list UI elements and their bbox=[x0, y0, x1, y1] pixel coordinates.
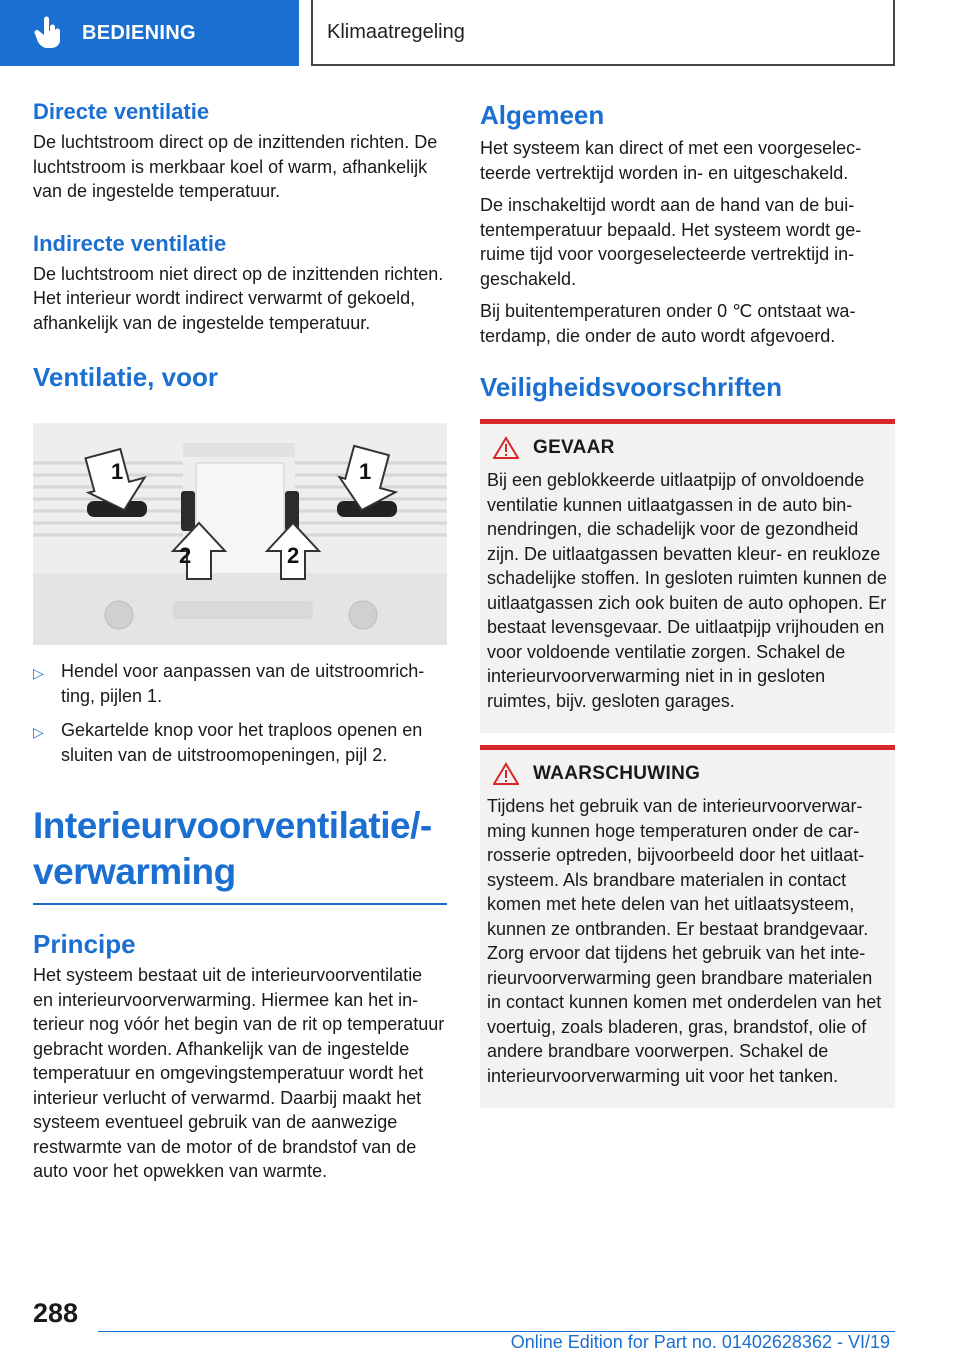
paragraph-indirecte-ventilatie: De luchtstroom niet direct op de inzittenden richten. Het interieur wordt indirect verwarmt of gekoeld, afhankelijk van de ingestelde temperatuur. bbox=[33, 263, 444, 333]
figure-label-1-left: 1 bbox=[111, 459, 124, 484]
triangle-marker-icon: ▷ bbox=[33, 724, 44, 740]
heading-ventilatie-voor: Ventilatie, voor bbox=[33, 362, 218, 392]
warning-triangle-icon bbox=[493, 436, 519, 460]
footer-edition: Online Edition for Part no. 01402628362 - VI/19 bbox=[510, 1332, 890, 1352]
triangle-marker-icon: ▷ bbox=[33, 665, 44, 681]
chapter-title-box bbox=[311, 0, 895, 66]
list-item-text: Hendel voor aanpassen van de uitstroomrichting, pijlen 1. bbox=[61, 661, 425, 706]
page-number: 288 bbox=[33, 1298, 79, 1328]
section-tab bbox=[0, 0, 299, 66]
figure-label-1-right: 1 bbox=[359, 459, 372, 484]
figure-label-2-left: 2 bbox=[179, 543, 192, 568]
left-column bbox=[33, 98, 447, 1184]
vent-list bbox=[33, 659, 447, 767]
heading-algemeen: Algemeen bbox=[480, 100, 605, 130]
list-item bbox=[33, 718, 447, 767]
heading-veiligheidsvoorschriften: Veiligheidsvoorschriften bbox=[480, 372, 782, 402]
vent-illustration bbox=[33, 423, 447, 645]
figure-label-2-right: 2 bbox=[287, 543, 300, 568]
paragraph-algemeen-2: De inschakeltijd wordt aan de hand van de buitentemperatuur bepaald. Het systeem wordt geruime tijd voor voorgeselecteerde vertrektijd ingeschakeld. bbox=[480, 195, 862, 289]
chapter-title: Klimaatregeling bbox=[327, 20, 465, 43]
list-item-text: Gekartelde knop voor het traploos openen en sluiten van de uitstroomopeningen, pijl 2. bbox=[61, 720, 423, 765]
hand-pointer-icon bbox=[28, 13, 68, 53]
warning-header bbox=[493, 762, 887, 786]
list-item bbox=[33, 659, 447, 708]
warning-label: WAARSCHUWING bbox=[533, 763, 701, 784]
paragraph-directe-ventilatie: De luchtstroom direct op de inzittenden richten. De luchtstroom is merkbaar koel of warm, afhankelijk van de ingestelde temperatuur. bbox=[33, 132, 438, 201]
warning-triangle-icon bbox=[493, 762, 519, 786]
right-column bbox=[480, 98, 895, 1108]
heading-principe: Principe bbox=[33, 929, 136, 959]
heading-directe-ventilatie: Directe ventilatie bbox=[33, 99, 210, 124]
heading-rule bbox=[33, 903, 447, 905]
heading-interieurvoorventilatie: Interieurvoorventilatie/-verwarming bbox=[33, 805, 432, 892]
danger-label: GEVAAR bbox=[533, 437, 615, 458]
heading-indirecte-ventilatie: Indirecte ventilatie bbox=[33, 230, 227, 256]
paragraph-principe: Het systeem bestaat uit de interieurvoorventilatie en interieurvoorverwarming. Hiermee kan het interieur nog vóór het begin van de rit op temperatuur gebracht worden. Afhankelijk van de ingestelde temperatuur en omgevingstemperatuur wordt het interieur verlucht of verwarmd. Daarbij maakt het systeem eventueel gebruik van de aanwezige restwarmte van de motor of de brandstof van de auto voor het opwekken van warmte. bbox=[33, 965, 445, 1181]
paragraph-algemeen-3: Bij buitentemperaturen onder 0 ℃ ontstaat waterdamp, die onder de auto wordt afgevoerd. bbox=[480, 301, 856, 346]
danger-text: Bij een geblokkeerde uitlaatpijp of onvoldoende ventilatie kunnen uitlaatgassen in de auto binnendringen, die schadelijk voor de gezondheid zijn. De uitlaatgassen bevatten kleur- en reukloze schadelijke stoffen. In gesloten ruimten kunnen de uitlaatgassen zich ook buiten de auto ophopen. Er bestaat levensgevaar. De uitlaatpijp vrijhouden en voor voldoende ventilatie zorgen. Schakel de interieurvoorverwarming niet in in gesloten ruimtes, bijv. gesloten garages. bbox=[487, 470, 887, 711]
danger-box bbox=[480, 424, 895, 733]
paragraph-algemeen-1: Het systeem kan direct of met een voorgeselecteerde vertrektijd worden in- en uitgeschakeld. bbox=[480, 138, 862, 183]
vent-figure bbox=[33, 423, 447, 645]
warning-box bbox=[480, 750, 895, 1108]
warning-text: Tijdens het gebruik van de interieurvoorverwarming kunnen hoge temperaturen onder de carrosserie optreden, bijvoorbeeld door het uitlaatsysteem. Als brandbare materialen in contact komen met hete delen van het uitlaatsysteem, kunnen ze ontbranden. Er bestaat brandgevaar. Zorg ervoor dat tijdens het gebruik van het interieurvoorverwarming geen brandbare materialen in contact kunnen komen met onderdelen van het voertuig, zoals bladeren, gras, brandstof, olie of andere brandbare voorwerpen. Schakel de interieurvoorverwarming uit voor het tanken. bbox=[487, 796, 882, 1086]
danger-header bbox=[493, 436, 887, 460]
section-label: BEDIENING bbox=[82, 21, 196, 44]
